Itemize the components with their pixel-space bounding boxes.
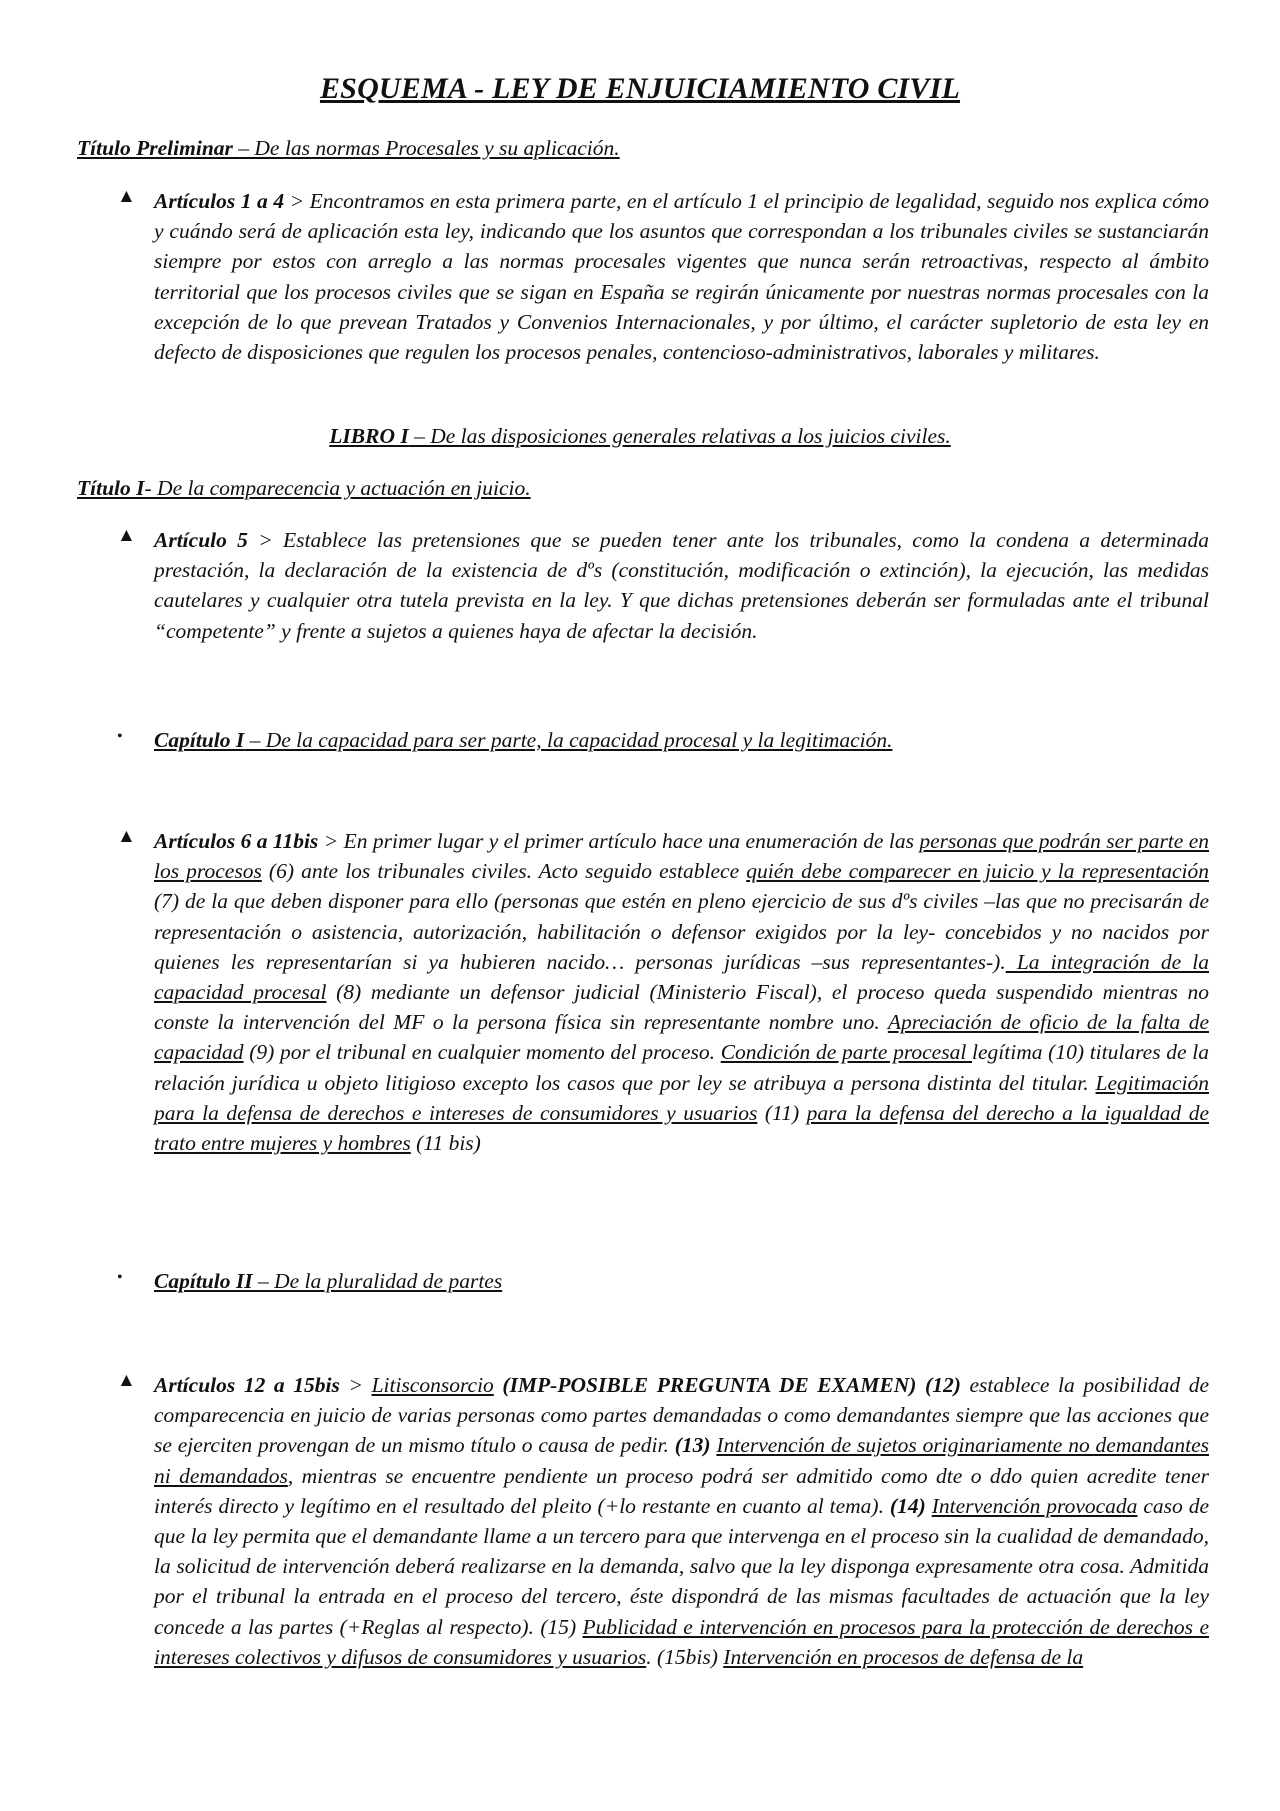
underlined-term: para la defensa del derecho a la igualdad de trato entre mujeres y hombres	[154, 1100, 1209, 1156]
chapter-text: – De la pluralidad de partes	[252, 1269, 503, 1293]
underlined-term: Intervención en procesos de defensa de la	[723, 1644, 1084, 1669]
underlined-term: Publicidad e intervención en procesos para la protección de derechos e intereses colectivos y difusos de consumidores y usuarios	[154, 1614, 1209, 1669]
bullet-icon: •	[117, 1269, 123, 1286]
article-label: Artículo 5	[154, 528, 248, 552]
heading-libro-i	[0, 424, 1280, 449]
heading-label: LIBRO I	[329, 424, 409, 448]
chapter-ii	[117, 1266, 1209, 1296]
article-text: > Establece las pretensiones que se pueden tener ante los tribunales, como la condena a determinada prestación, la declaración de la existencia de dºs (constitución, modificación o extinción), la ejecución, las medidas cautelares y cualquier otra tutela prevista en la ley. Y que dichas pretensiones deberán ser formuladas ante el tribunal “competente” y frente a sujetos a quienes haya de afectar la decisión.	[154, 528, 1209, 643]
chapter-i	[117, 725, 1209, 755]
heading-label: Título Preliminar	[77, 136, 233, 160]
paragraph-articulos-6-11bis: ▲ Artículos 6 a 11bis > En primer lugar y el primer artículo hace una enumeración de las personas que podrán ser parte en los procesos (6) ante los tribunales civiles. Acto seguido establece quién debe comparecer en juicio y la representación (7) de la que deben disponer para ello (personas que estén en pleno ejercicio de sus dºs civiles –las que no precisarán de representación o asistencia, autorización, habilitación o defensor exigidos por la ley- concebidos y no nacidos por quienes les representarían si ya hubieren nacido… personas jurídicas –sus representantes-). La integración de la capacidad procesal (8) mediante un defensor judicial (Ministerio Fiscal), el proceso queda suspendido mientras no conste la intervención del MF o la persona física sin representante nombre uno. Apreciación de oficio de la falta de capacidad (9) por el tribunal en cualquier momento del proceso. Condición de parte procesal legítima (10) titulares de la relación jurídica u objeto litigioso excepto los casos que por ley se atribuya a persona distinta del titular. Legitimación para la defensa de derechos e intereses de consumidores y usuarios (11) para la defensa del derecho a la igualdad de trato entre mujeres y hombres (11 bis)	[117, 826, 1210, 1156]
chapter-label: Capítulo II	[154, 1269, 253, 1293]
heading-titulo-i	[77, 476, 531, 501]
heading-text: – De las normas Procesales y su aplicación.	[232, 136, 620, 160]
heading-label: Título I	[77, 476, 145, 500]
heading-text: – De las disposiciones generales relativas a los juicios civiles.	[408, 424, 951, 448]
paragraph-articulos-12-15bis: ▲ Artículos 12 a 15bis > Litisconsorcio (IMP-POSIBLE PREGUNTA DE EXAMEN) (12) establece la posibilidad de comparecencia en juicio de varias personas como partes demandadas o como demandantes siempre que las acciones que se ejerciten provengan de un mismo título o causa de pedir. (13) Intervención de sujetos originariamente no demandantes ni demandados, mientras se encuentre pendiente un proceso podrá ser admitido como dte o ddo quien acredite tener interés directo y legítimo en el resultado del pleito (+lo restante en cuanto al tema). (14) Intervención provocada caso de que la ley permita que el demandante llame a un tercero para que intervenga en el proceso sin la cualidad de demandado, la solicitud de intervención deberá realizarse en la demanda, salvo que la ley disponga expresamente otra cosa. Admitida por el tribunal la entrada en el proceso del tercero, éste dispondrá de las mismas facultades de actuación que la ley concede a las partes (+Reglas al respecto). (15) Publicidad e intervención en procesos para la protección de derechos e intereses colectivos y difusos de consumidores y usuarios. (15bis) Intervención en procesos de defensa de la	[117, 1370, 1210, 1669]
underlined-term: Intervención de sujetos originariamente no demandantes ni demandados	[154, 1433, 1210, 1488]
heading-text: - De la comparecencia y actuación en juicio.	[144, 476, 531, 500]
underlined-term: personas que podrán ser parte en los procesos	[154, 829, 1210, 884]
triangle-bullet-icon: ▲	[117, 1370, 136, 1391]
underlined-term: quién debe comparecer en juicio y la representación	[746, 859, 1209, 884]
chapter-label: Capítulo I	[154, 728, 245, 752]
underlined-term: Condición de parte procesal	[720, 1040, 973, 1065]
paragraph-articulos-1-4	[117, 186, 1209, 367]
underlined-term: Legitimación para la defensa de derechos e intereses de consumidores y usuarios	[154, 1070, 1209, 1125]
underlined-term: Apreciación de oficio de la falta de capacidad	[154, 1010, 1209, 1065]
paragraph-articulo-5	[117, 525, 1209, 646]
underlined-term: Litisconsorcio	[371, 1373, 494, 1397]
article-label: Artículos 12 a 15bis	[154, 1373, 340, 1397]
article-text: > Encontramos en esta primera parte, en el artículo 1 el principio de legalidad, seguido nos explica cómo y cuándo será de aplicación esta ley, indicando que los asuntos que correspondan a los tribunales civiles se sustanciarán siempre por estos con arreglo a las normas procesales vigentes que nunca serán retroactivas, respecto al ámbito territorial que los procesos civiles que se sigan en España se regirán únicamente por nuestras normas procesales con la excepción de lo que prevean Tratados y Convenios Internacionales, y por último, el carácter supletorio de esta ley en defecto de disposiciones que regulen los procesos penales, contencioso-administrativos, laborales y militares.	[154, 189, 1210, 365]
bullet-icon: •	[117, 728, 123, 745]
triangle-bullet-icon: ▲	[117, 186, 136, 207]
triangle-bullet-icon: ▲	[117, 525, 136, 546]
underlined-term: Intervención provocada	[931, 1493, 1138, 1518]
exam-note: (IMP-POSIBLE PREGUNTA DE EXAMEN) (12)	[493, 1373, 961, 1397]
heading-titulo-preliminar	[77, 136, 620, 161]
document-title: ESQUEMA - LEY DE ENJUICIAMIENTO CIVIL	[319, 72, 961, 105]
underlined-term: La integración de la capacidad procesal	[154, 949, 1209, 1005]
article-label: Artículos 6 a 11bis	[154, 829, 319, 853]
chapter-text: – De la capacidad para ser parte, la capacidad procesal y la legitimación.	[244, 728, 893, 752]
article-label: Artículos 1 a 4	[154, 189, 285, 213]
triangle-bullet-icon: ▲	[117, 826, 136, 847]
